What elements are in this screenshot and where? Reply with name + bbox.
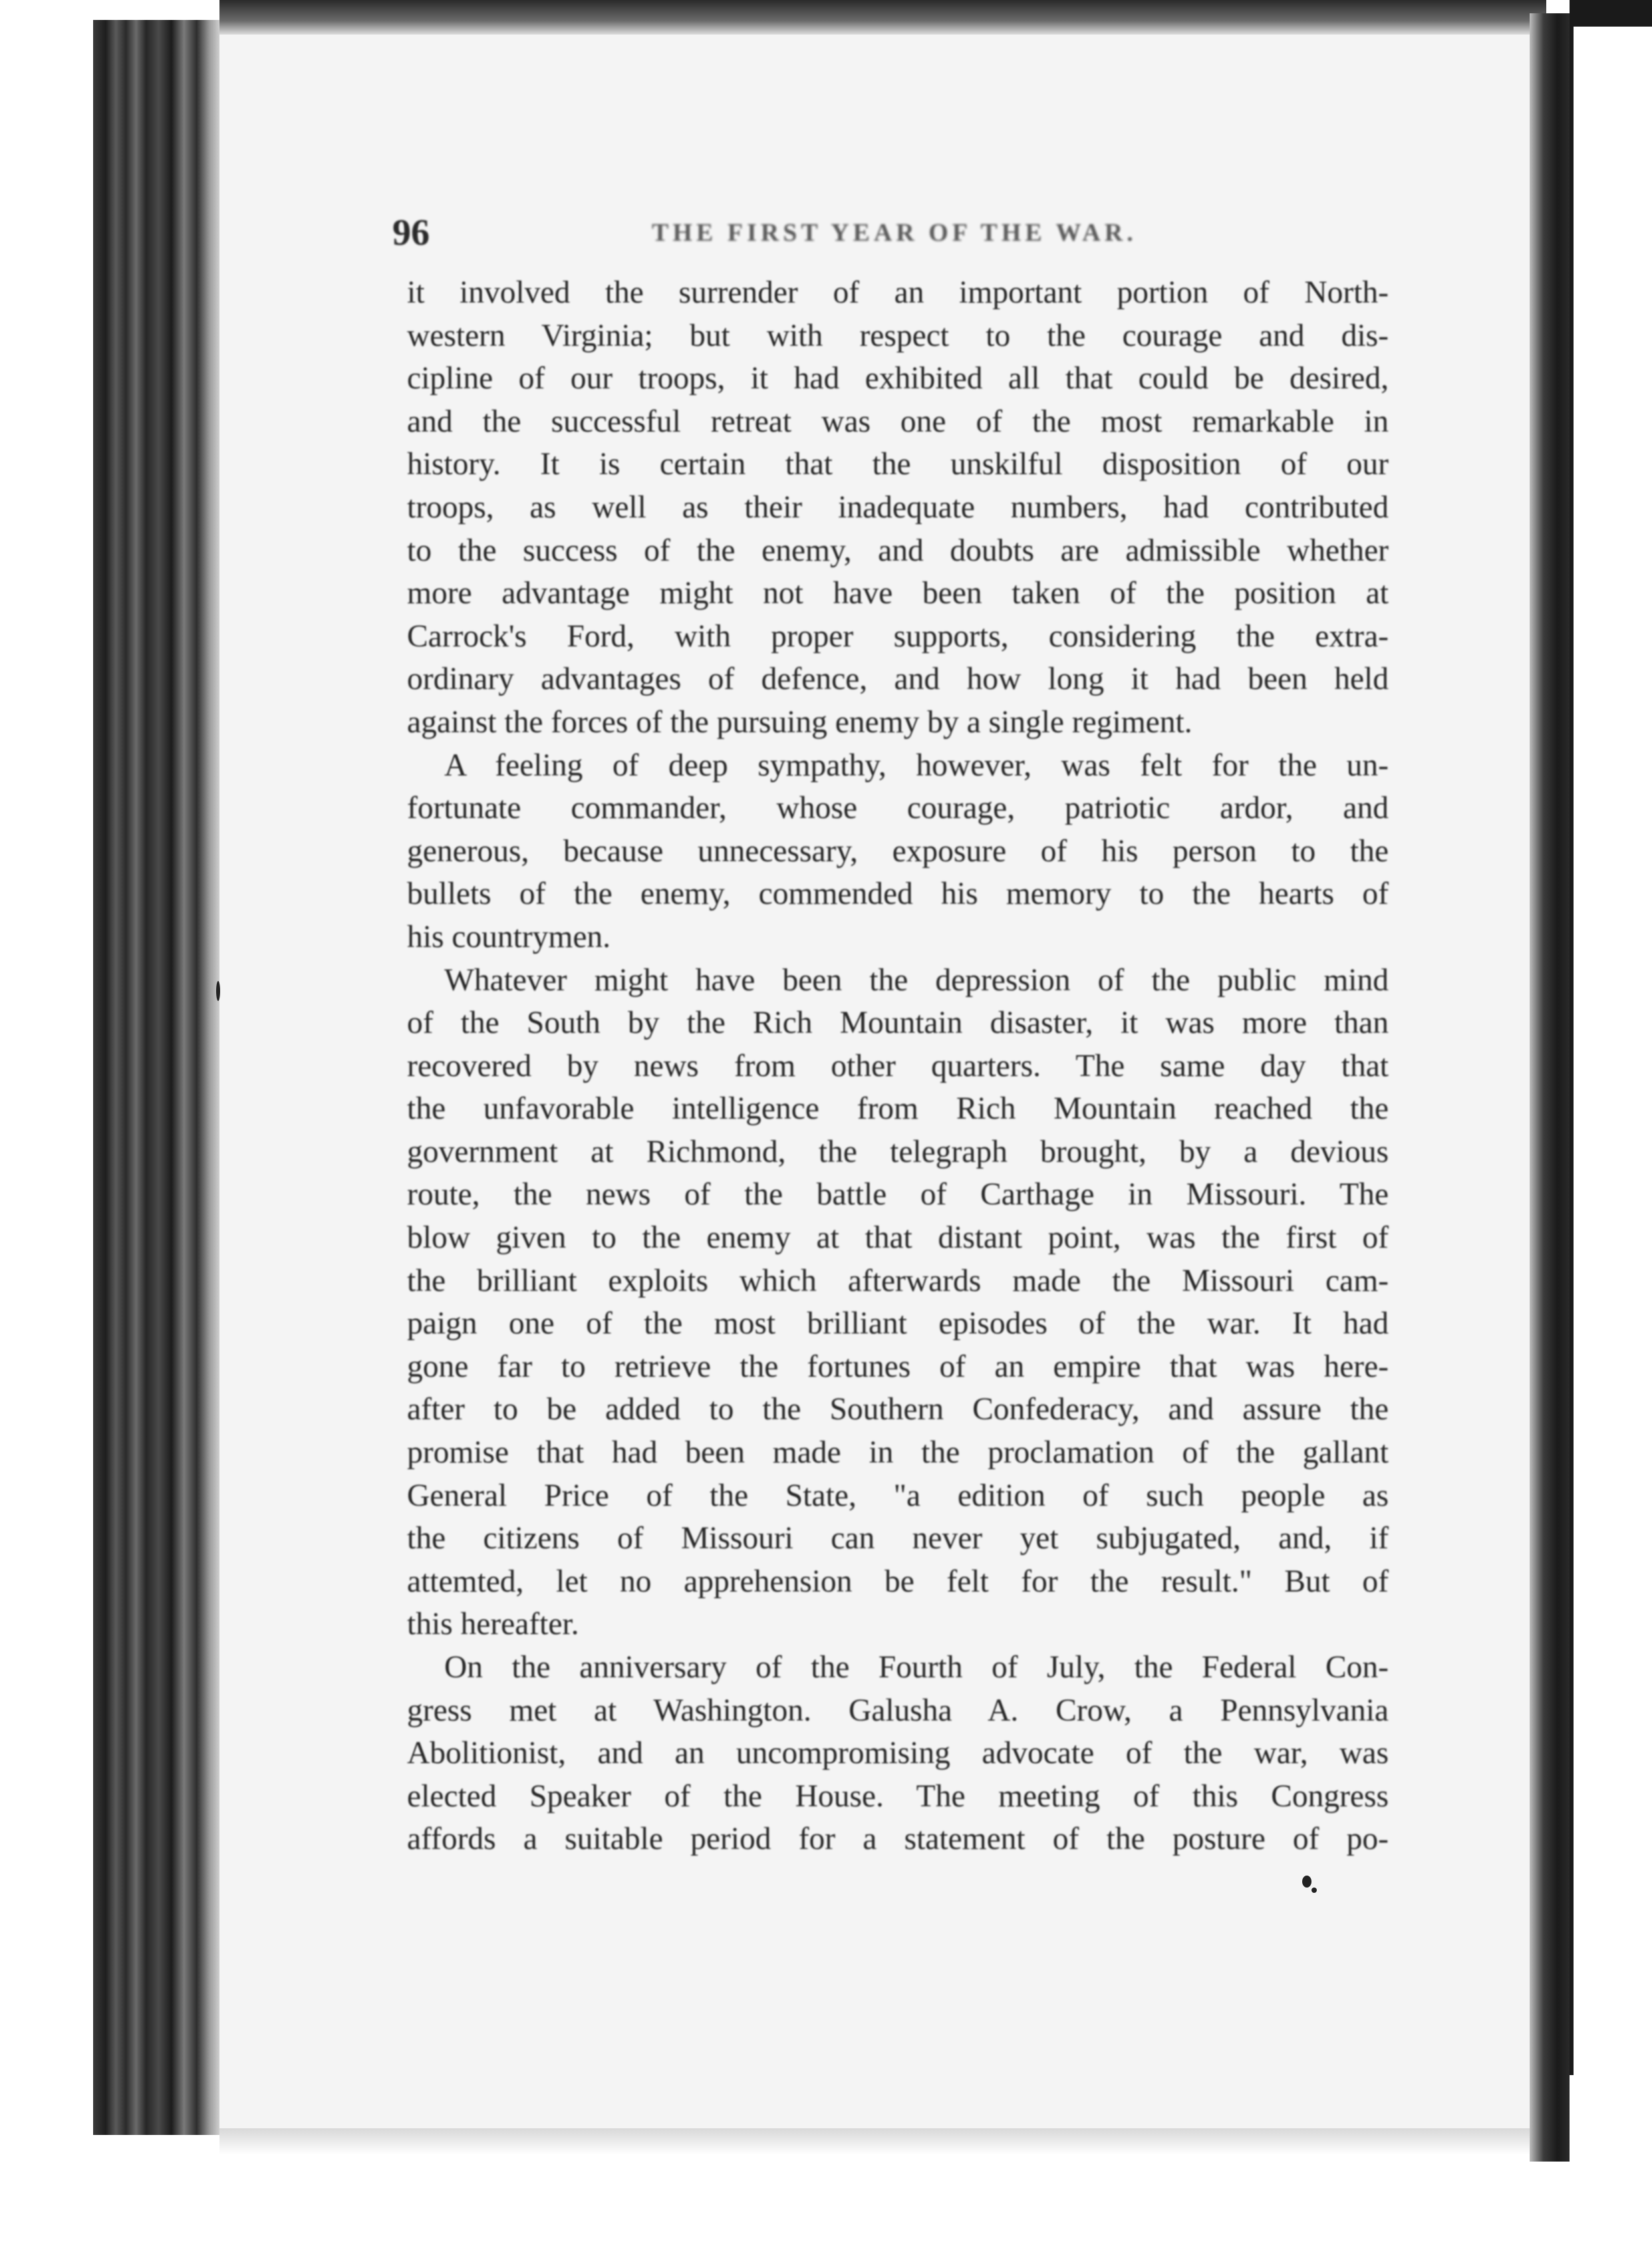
page-header bbox=[392, 212, 1397, 258]
top-page-edge bbox=[219, 0, 1546, 35]
text-line: General Price of the State, "a edition of such people as bbox=[407, 1478, 1389, 1513]
text-line: and the successful retreat was one of the most remarkable in bbox=[407, 404, 1389, 439]
scan-speck bbox=[1311, 1888, 1317, 1893]
text-line: Carrock's Ford, with proper supports, considering the extra- bbox=[407, 619, 1389, 654]
text-line: attemted, let no apprehension be felt for the result." But of bbox=[407, 1564, 1389, 1599]
text-line: the brilliant exploits which afterwards made the Missouri cam- bbox=[407, 1263, 1389, 1298]
running-head: THE FIRST YEAR OF THE WAR. bbox=[652, 219, 1137, 247]
text-line: of the South by the Rich Mountain disaster, it was more than bbox=[407, 1006, 1389, 1041]
text-line: his countrymen. bbox=[407, 919, 611, 954]
text-line: to the success of the enemy, and doubts are admissible whether bbox=[407, 533, 1389, 568]
text-line: gress met at Washington. Galusha A. Crow, a Pennsylvania bbox=[407, 1693, 1389, 1728]
scan-speck bbox=[216, 981, 220, 1001]
text-line: the unfavorable intelligence from Rich Mountain reached the bbox=[407, 1091, 1389, 1127]
text-line: gone far to retrieve the fortunes of an empire that was here- bbox=[407, 1349, 1389, 1384]
text-line: generous, because unnecessary, exposure of his person to the bbox=[407, 833, 1389, 869]
page-number: 96 bbox=[392, 212, 430, 253]
book-binding-edge bbox=[93, 20, 219, 2135]
text-line: troops, as well as their inadequate numbers, had contributed bbox=[407, 490, 1389, 525]
text-line: A feeling of deep sympathy, however, was felt for the un- bbox=[444, 748, 1389, 783]
facing-page bbox=[1570, 27, 1652, 2075]
text-line: bullets of the enemy, commended his memory to the hearts of bbox=[407, 877, 1389, 912]
right-page-edge bbox=[1530, 13, 1570, 2162]
text-line: cipline of our troops, it had exhibited all that could be desired, bbox=[407, 361, 1389, 396]
text-line: the citizens of Missouri can never yet subjugated, and, if bbox=[407, 1521, 1389, 1556]
text-line: ordinary advantages of defence, and how long it had been held bbox=[407, 662, 1389, 697]
text-line: route, the news of the battle of Carthage in Missouri. The bbox=[407, 1177, 1389, 1212]
text-line: fortunate commander, whose courage, patriotic ardor, and bbox=[407, 791, 1389, 826]
text-line: affords a suitable period for a statement of the posture of po- bbox=[407, 1822, 1389, 1857]
body-text bbox=[407, 271, 1389, 1861]
text-line: recovered by news from other quarters. The same day that bbox=[407, 1048, 1389, 1083]
text-line: promise that had been made in the proclamation of the gallant bbox=[407, 1435, 1389, 1471]
text-line: more advantage might not have been taken of the position at bbox=[407, 576, 1389, 611]
bottom-page-shadow bbox=[219, 2128, 1530, 2155]
text-line: against the forces of the pursuing enemy by a single regiment. bbox=[407, 704, 1192, 740]
text-line: after to be added to the Southern Confederacy, and assure the bbox=[407, 1392, 1389, 1427]
text-line: blow given to the enemy at that distant point, was the first of bbox=[407, 1220, 1389, 1256]
text-line: elected Speaker of the House. The meeting of this Congress bbox=[407, 1778, 1389, 1814]
facing-page-shadow bbox=[1570, 0, 1652, 27]
text-line: government at Richmond, the telegraph brought, by a devious bbox=[407, 1134, 1389, 1169]
text-line: On the anniversary of the Fourth of July, the Federal Con- bbox=[444, 1650, 1389, 1685]
text-line: Abolitionist, and an uncompromising advocate of the war, was bbox=[407, 1736, 1389, 1771]
text-line: Whatever might have been the depression of the public mind bbox=[444, 962, 1389, 998]
text-line: history. It is certain that the unskilful disposition of our bbox=[407, 447, 1389, 482]
text-line: western Virginia; but with respect to the courage and dis- bbox=[407, 318, 1389, 353]
scan-speck bbox=[1302, 1876, 1311, 1888]
text-line: it involved the surrender of an important portion of North- bbox=[407, 275, 1389, 310]
text-line: this hereafter. bbox=[407, 1607, 579, 1642]
text-line: paign one of the most brilliant episodes of the war. It had bbox=[407, 1306, 1389, 1341]
